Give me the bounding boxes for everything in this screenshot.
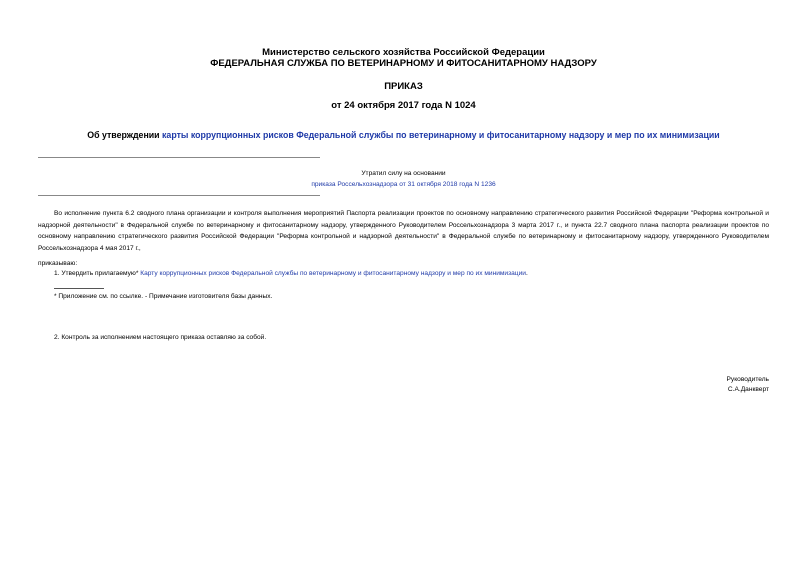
item-1 <box>54 269 528 279</box>
order-word: приказываю: <box>38 260 78 267</box>
item-1-prefix: 1. Утвердить прилагаемую* <box>54 270 141 277</box>
item-1-link[interactable]: Карту коррупционных рисков Федеральной службы по ветеринарному и фитосанитарному надзору и мер по их минимизации <box>140 270 526 277</box>
signatory-position: Руководитель <box>726 376 769 383</box>
signatory-name: С.А.Данкверт <box>727 386 769 393</box>
ministry-name: Министерство сельского хозяйства Российской Федерации <box>262 47 545 58</box>
repeal-link[interactable]: приказа Россельхознадзора от 31 октября 2018 года N 1236 <box>311 181 496 188</box>
divider-top <box>38 157 320 158</box>
title-link[interactable]: карты коррупционных рисков Федеральной службы по ветеринарному и фитосанитарному надзору и мер по их минимизации <box>162 130 720 140</box>
preamble-paragraph: Во исполнение пункта 6.2 сводного плана организации и контроля выполнения мероприятий Паспорта реализации проектов по основному направлению стратегического развития Российской Федерации "Реформа контрольной и надзорной деятельности" в Федеральной службе по ветеринарному и фитосанитарному надзору, утвержденного Руководителем Россельхознадзора 3 марта 2017 г., и пункта 22.7 сводного плана паспорта реализации проектов по основному направлению стратегического развития Российской Федерации "Реформа контрольной и надзорной деятельности" в Федеральной службе по ветеринарному и фитосанитарному надзору, утвержденного Руководителем Россельхознадзора 4 мая 2017 г., <box>38 210 769 252</box>
item-1-suffix: . <box>525 270 528 277</box>
footnote-rule <box>54 288 104 289</box>
document-type: ПРИКАЗ <box>384 81 423 92</box>
divider-bottom <box>38 195 320 196</box>
service-name: ФЕДЕРАЛЬНАЯ СЛУЖБА ПО ВЕТЕРИНАРНОМУ И ФИТОСАНИТАРНОМУ НАДЗОРУ <box>210 58 597 69</box>
document-title <box>40 130 767 141</box>
item-2: 2. Контроль за исполнением настоящего приказа оставляю за собой. <box>54 334 267 341</box>
title-prefix: Об утверждении <box>87 130 163 140</box>
footnote: * Приложение см. по ссылке. - Примечание изготовителя базы данных. <box>54 293 273 300</box>
document-date-number: от 24 октября 2017 года N 1024 <box>331 100 476 111</box>
repeal-note: Утратил силу на основании <box>361 170 446 177</box>
